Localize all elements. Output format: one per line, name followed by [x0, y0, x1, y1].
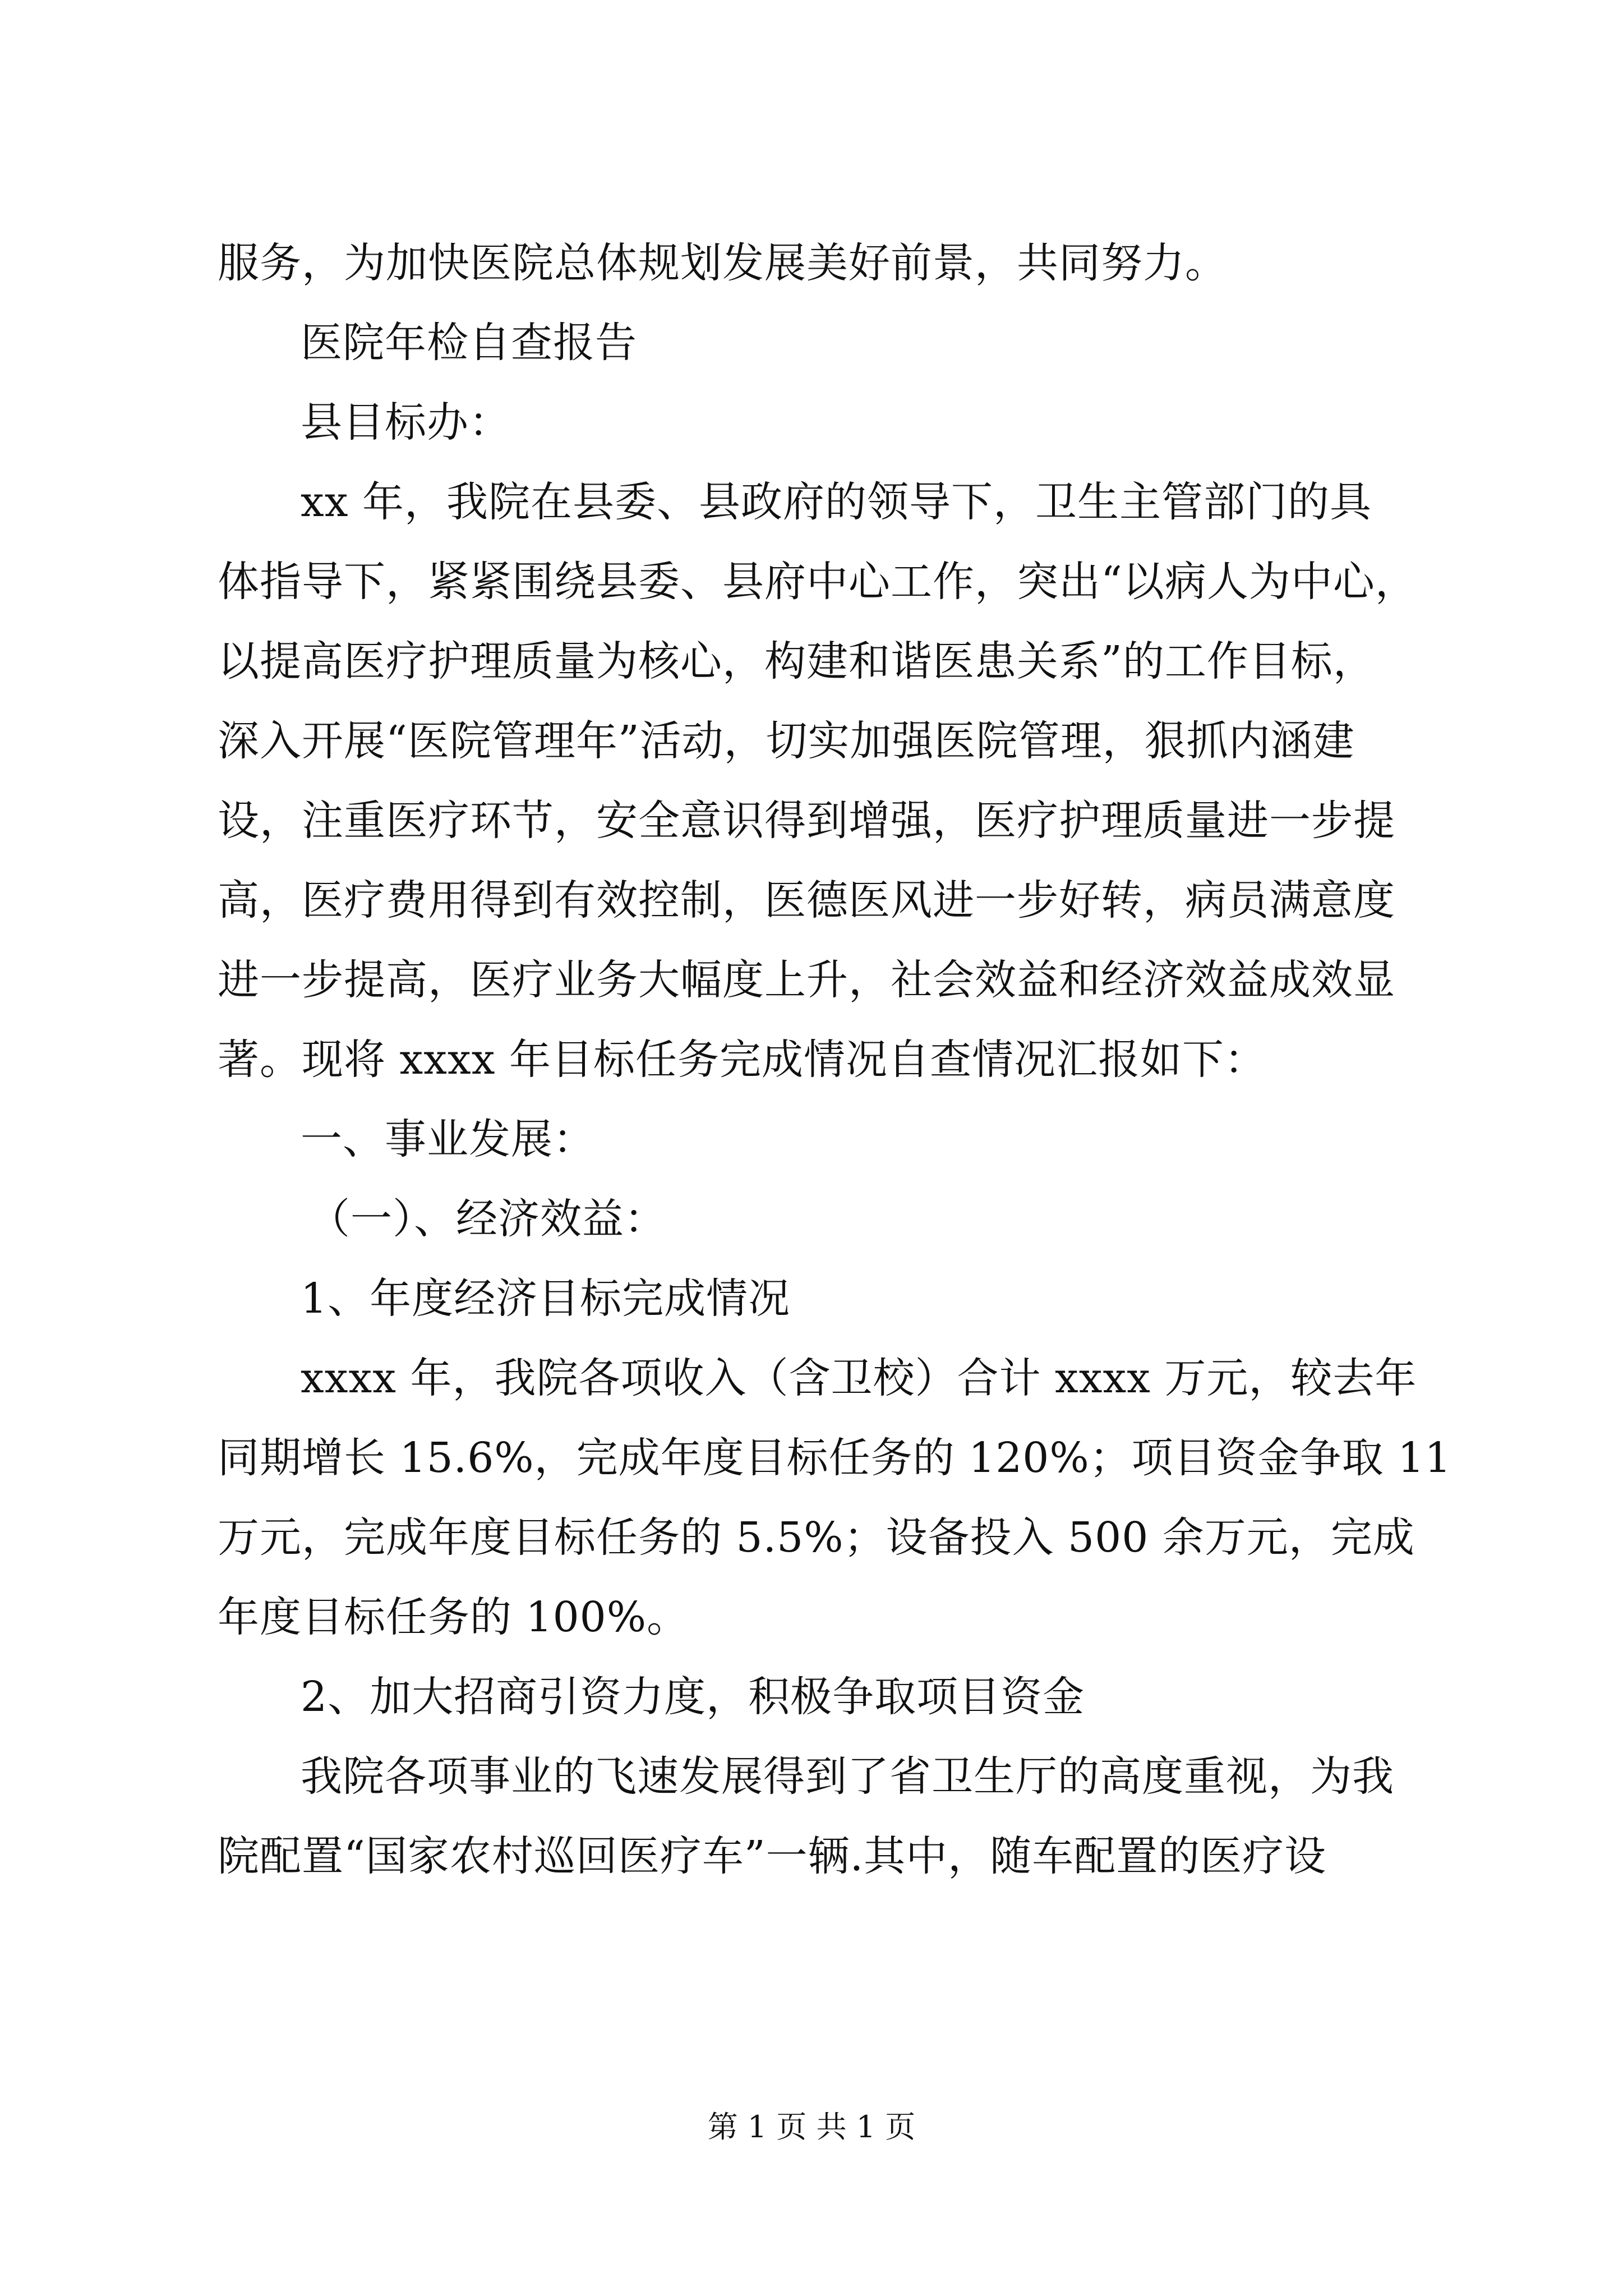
text-line-21: 院配置“国家农村巡回医疗车”一辆.其中，随车配置的医疗设 [218, 1832, 1327, 1880]
item-heading-2: 2、加大招商引资力度，积极争取项目资金 [301, 1673, 1085, 1721]
text-line-10: 进一步提高，医疗业务大幅度上升，社会效益和经济效益成效显 [218, 956, 1395, 1004]
document-body [218, 223, 1452, 1896]
text-line-9: 高，医疗费用得到有效控制，医德医风进一步好转，病员满意度 [218, 876, 1395, 924]
text-line-7: 深入开展“医院管理年”活动，切实加强医院管理，狠抓内涵建 [218, 717, 1355, 765]
text-line-8: 设，注重医疗环节，安全意识得到增强，医疗护理质量进一步提 [218, 797, 1395, 845]
text-line-16: 同期增长 15.6%，完成年度目标任务的 120%；项目资金争取 11 [218, 1434, 1452, 1482]
text-line-11: 著。现将 xxxx 年目标任务完成情况自查情况汇报如下： [218, 1036, 1266, 1084]
section-heading-1: 一、事业发展： [301, 1115, 595, 1163]
text-line-4: xx 年，我院在县委、县政府的领导下，卫生主管部门的具 [301, 478, 1372, 526]
text-line-1: 服务，为加快医院总体规划发展美好前景，共同努力。 [218, 239, 1227, 287]
item-heading-1: 1、年度经济目标完成情况 [301, 1274, 791, 1323]
text-line-15: xxxx 年，我院各项收入（含卫校）合计 xxxx 万元，较去年 [301, 1354, 1417, 1402]
report-title: 医院年检自查报告 [301, 319, 637, 367]
recipient-line: 县目标办： [301, 398, 511, 447]
text-line-20: 我院各项事业的飞速发展得到了省卫生厅的高度重视，为我 [301, 1752, 1394, 1801]
text-line-6: 以提高医疗护理质量为核心，构建和谐医患关系”的工作目标， [218, 637, 1375, 685]
text-line-17: 万元，完成年度目标任务的 5.5%；设备投入 500 余万元，完成 [218, 1513, 1415, 1562]
text-line-5: 体指导下，紧紧围绕县委、县府中心工作，突出“以病人为中心， [218, 558, 1417, 606]
page-footer: 第 1 页 共 1 页 [707, 2109, 916, 2145]
subsection-heading-1: （一）、经济效益： [308, 1195, 666, 1243]
text-line-18: 年度目标任务的 100%。 [218, 1593, 689, 1641]
